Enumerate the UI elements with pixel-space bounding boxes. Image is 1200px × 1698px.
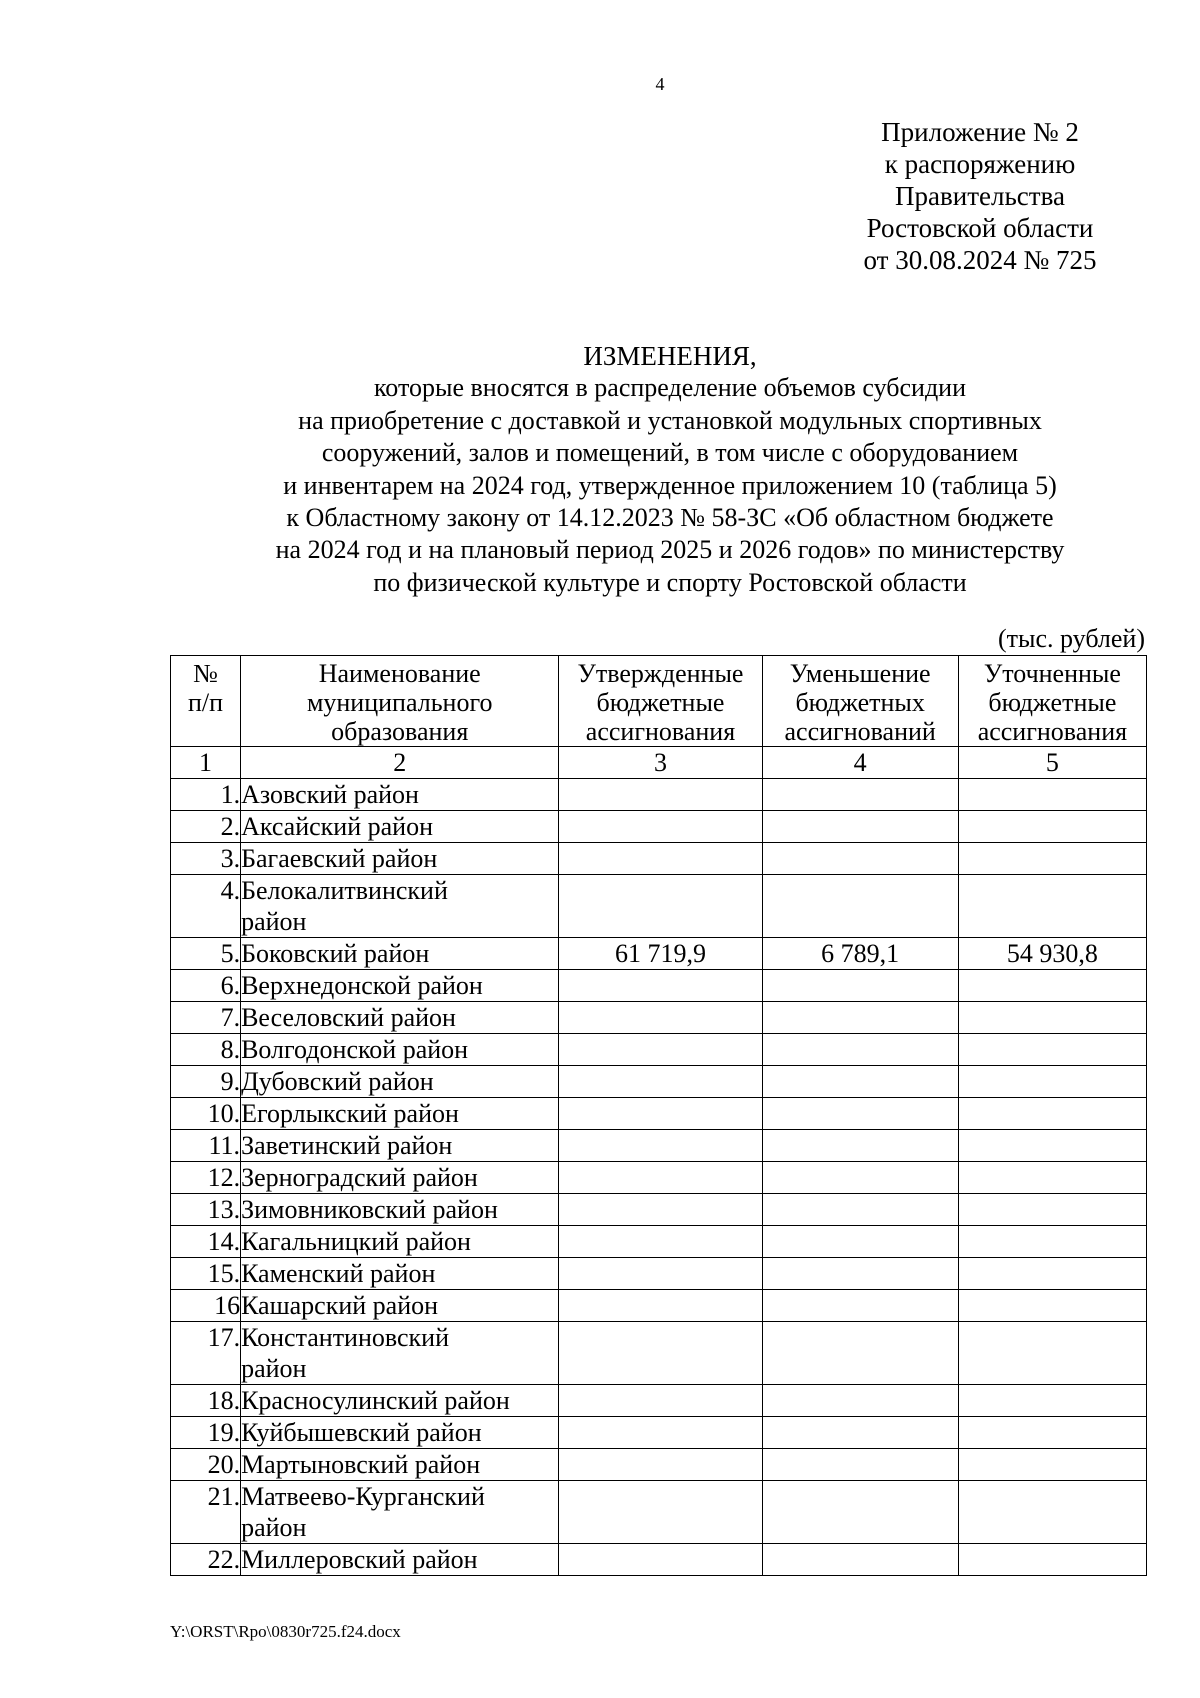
revised-amount	[958, 875, 1146, 938]
row-number: 8.	[171, 1034, 241, 1066]
document-title	[150, 340, 1190, 599]
row-number: 2.	[171, 811, 241, 843]
column-header	[559, 656, 762, 747]
municipality-name	[241, 1290, 559, 1322]
municipality-name-line: Мартыновский район	[241, 1450, 481, 1479]
file-path-footer: Y:\ORST\Rpo\0830r725.f24.docx	[170, 1622, 401, 1641]
decrease-amount	[762, 1290, 958, 1322]
table-row	[171, 1194, 1147, 1226]
municipality-name-line: Миллеровский район	[241, 1545, 478, 1574]
decrease-amount	[762, 811, 958, 843]
column-header	[762, 656, 958, 747]
revised-amount	[958, 1034, 1146, 1066]
revised-amount	[958, 1130, 1146, 1162]
municipality-name-line: Заветинский район	[241, 1131, 453, 1160]
revised-amount	[958, 779, 1146, 811]
decrease-amount	[762, 1417, 958, 1449]
column-header-line: Уточненные	[983, 659, 1121, 688]
approved-amount	[559, 1258, 762, 1290]
table-row	[171, 1449, 1147, 1481]
decrease-amount	[762, 1226, 958, 1258]
approved-amount	[559, 1002, 762, 1034]
table-body	[171, 747, 1147, 1576]
revised-amount	[958, 843, 1146, 875]
municipality-name	[241, 1066, 559, 1098]
approved-amount	[559, 1066, 762, 1098]
column-number: 5	[958, 747, 1146, 779]
appendix-line: Ростовской области	[866, 213, 1094, 243]
column-header-line: Наименование	[318, 659, 481, 688]
municipality-name-line: Красносулинский район	[241, 1386, 510, 1415]
municipality-name-line: Куйбышевский район	[241, 1418, 482, 1447]
row-number: 22.	[171, 1544, 241, 1576]
row-number: 4.	[171, 875, 241, 938]
appendix-line: к распоряжению	[884, 149, 1076, 179]
row-number: 3.	[171, 843, 241, 875]
decrease-amount	[762, 1385, 958, 1417]
municipality-name	[241, 1098, 559, 1130]
decrease-amount	[762, 970, 958, 1002]
column-header-line: ассигнований	[784, 717, 936, 746]
municipality-name	[241, 1258, 559, 1290]
municipality-name-line: Багаевский район	[241, 844, 438, 873]
page-number: 4	[655, 74, 665, 94]
column-number: 1	[171, 747, 241, 779]
table-row	[171, 1034, 1147, 1066]
appendix-line: Приложение № 2	[881, 117, 1079, 147]
table-row	[171, 1385, 1147, 1417]
row-number: 5.	[171, 938, 241, 970]
municipality-name	[241, 1162, 559, 1194]
approved-amount: 61 719,9	[559, 938, 762, 970]
row-number: 20.	[171, 1449, 241, 1481]
municipality-name-line: район	[241, 1354, 307, 1383]
municipality-name-line: Константиновский	[241, 1323, 450, 1352]
revised-amount	[958, 1417, 1146, 1449]
decrease-amount	[762, 1322, 958, 1385]
decrease-amount	[762, 779, 958, 811]
approved-amount	[559, 1290, 762, 1322]
row-number: 21.	[171, 1481, 241, 1544]
revised-amount	[958, 1226, 1146, 1258]
revised-amount	[958, 1162, 1146, 1194]
revised-amount	[958, 1481, 1146, 1544]
revised-amount	[958, 1098, 1146, 1130]
approved-amount	[559, 1226, 762, 1258]
decrease-amount	[762, 1066, 958, 1098]
approved-amount	[559, 1322, 762, 1385]
row-number: 19.	[171, 1417, 241, 1449]
municipality-name	[241, 1481, 559, 1544]
approved-amount	[559, 1098, 762, 1130]
title-line: на приобретение с доставкой и установкой модульных спортивных	[298, 405, 1042, 435]
row-number: 11.	[171, 1130, 241, 1162]
revised-amount	[958, 1258, 1146, 1290]
municipality-name	[241, 1034, 559, 1066]
municipality-name	[241, 1226, 559, 1258]
approved-amount	[559, 1417, 762, 1449]
municipality-name-line: Боковский район	[241, 939, 430, 968]
subsidy-table	[170, 655, 1147, 1576]
row-number: 13.	[171, 1194, 241, 1226]
municipality-name-line: Кагальницкий район	[241, 1227, 471, 1256]
table-row	[171, 970, 1147, 1002]
decrease-amount	[762, 1162, 958, 1194]
revised-amount	[958, 970, 1146, 1002]
municipality-name-line: Каменский район	[241, 1259, 436, 1288]
revised-amount	[958, 1194, 1146, 1226]
appendix-line: Правительства	[895, 181, 1065, 211]
table-row	[171, 875, 1147, 938]
decrease-amount	[762, 1481, 958, 1544]
appendix-line: от 30.08.2024 № 725	[863, 245, 1097, 275]
decrease-amount	[762, 843, 958, 875]
approved-amount	[559, 1385, 762, 1417]
appendix-reference	[830, 116, 1130, 276]
decrease-amount	[762, 1002, 958, 1034]
table-row	[171, 1066, 1147, 1098]
municipality-name	[241, 1002, 559, 1034]
units-label: (тыс. рублей)	[997, 624, 1145, 653]
column-number: 3	[559, 747, 762, 779]
column-header-line: бюджетные	[596, 688, 725, 717]
municipality-name	[241, 1322, 559, 1385]
table-row	[171, 811, 1147, 843]
column-header-line: п/п	[188, 688, 224, 717]
revised-amount	[958, 1290, 1146, 1322]
title-line: по физической культуре и спорту Ростовской области	[373, 567, 967, 597]
approved-amount	[559, 1449, 762, 1481]
title-heading: ИЗМЕНЕНИЯ,	[583, 341, 757, 371]
column-header-line: ассигнования	[585, 717, 736, 746]
title-line: сооружений, залов и помещений, в том числе с оборудованием	[321, 438, 1019, 468]
municipality-name-line: Дубовский район	[241, 1067, 434, 1096]
column-header-line: образования	[331, 717, 469, 746]
table-row	[171, 1098, 1147, 1130]
table-row	[171, 1417, 1147, 1449]
column-number-row	[171, 747, 1147, 779]
column-header-line: муниципального	[306, 688, 493, 717]
table-row	[171, 843, 1147, 875]
column-header-line: бюджетных	[795, 688, 925, 717]
row-number: 7.	[171, 1002, 241, 1034]
decrease-amount	[762, 1098, 958, 1130]
decrease-amount	[762, 1544, 958, 1576]
approved-amount	[559, 875, 762, 938]
municipality-name-line: Зерноградский район	[241, 1163, 478, 1192]
title-line: на 2024 год и на плановый период 2025 и 2026 годов» по министерству	[275, 535, 1065, 565]
revised-amount	[958, 1002, 1146, 1034]
revised-amount	[958, 1544, 1146, 1576]
municipality-name-line: Матвеево-Курганский	[241, 1482, 485, 1511]
municipality-name-line: Веселовский район	[241, 1003, 456, 1032]
municipality-name	[241, 938, 559, 970]
municipality-name-line: район	[241, 907, 307, 936]
municipality-name	[241, 843, 559, 875]
revised-amount	[958, 811, 1146, 843]
approved-amount	[559, 843, 762, 875]
table-row	[171, 1162, 1147, 1194]
municipality-name-line: Азовский район	[241, 780, 419, 809]
municipality-name	[241, 970, 559, 1002]
column-header-line: №	[193, 659, 218, 688]
revised-amount	[958, 1066, 1146, 1098]
table-row	[171, 779, 1147, 811]
municipality-name	[241, 1130, 559, 1162]
column-number: 2	[241, 747, 559, 779]
municipality-name	[241, 1194, 559, 1226]
header-row	[171, 656, 1147, 747]
row-number: 15.	[171, 1258, 241, 1290]
row-number: 14.	[171, 1226, 241, 1258]
municipality-name-line: Кашарский район	[241, 1291, 439, 1320]
row-number: 16	[171, 1290, 241, 1322]
approved-amount	[559, 1481, 762, 1544]
revised-amount	[958, 1385, 1146, 1417]
approved-amount	[559, 1194, 762, 1226]
decrease-amount	[762, 1130, 958, 1162]
column-header-line: бюджетные	[988, 688, 1117, 717]
column-header-line: Утвержденные	[577, 659, 744, 688]
municipality-name-line: район	[241, 1513, 307, 1542]
municipality-name-line: Аксайский район	[241, 812, 434, 841]
approved-amount	[559, 1544, 762, 1576]
row-number: 18.	[171, 1385, 241, 1417]
approved-amount	[559, 1034, 762, 1066]
revised-amount	[958, 1322, 1146, 1385]
decrease-amount: 6 789,1	[762, 938, 958, 970]
approved-amount	[559, 970, 762, 1002]
municipality-name	[241, 1385, 559, 1417]
row-number: 17.	[171, 1322, 241, 1385]
column-header-line: Уменьшение	[789, 659, 931, 688]
table-header	[171, 656, 1147, 747]
approved-amount	[559, 779, 762, 811]
approved-amount	[559, 811, 762, 843]
decrease-amount	[762, 1194, 958, 1226]
title-line: к Областному закону от 14.12.2023 № 58-ЗС «Об областном бюджете	[286, 503, 1054, 533]
title-line: которые вносятся в распределение объемов субсидии	[373, 373, 967, 403]
column-header	[958, 656, 1146, 747]
municipality-name	[241, 1417, 559, 1449]
table-row	[171, 938, 1147, 970]
municipality-name	[241, 779, 559, 811]
municipality-name	[241, 811, 559, 843]
row-number: 1.	[171, 779, 241, 811]
table-row	[171, 1130, 1147, 1162]
table-row	[171, 1226, 1147, 1258]
table-row	[171, 1002, 1147, 1034]
column-header	[171, 656, 241, 747]
decrease-amount	[762, 1449, 958, 1481]
approved-amount	[559, 1130, 762, 1162]
table-row	[171, 1258, 1147, 1290]
row-number: 12.	[171, 1162, 241, 1194]
municipality-name-line: Егорлыкский район	[241, 1099, 459, 1128]
table-row	[171, 1290, 1147, 1322]
approved-amount	[559, 1162, 762, 1194]
municipality-name	[241, 1449, 559, 1481]
municipality-name-line: Зимовниковский район	[241, 1195, 498, 1224]
row-number: 10.	[171, 1098, 241, 1130]
municipality-name	[241, 1544, 559, 1576]
column-header-line: ассигнования	[977, 717, 1128, 746]
decrease-amount	[762, 1034, 958, 1066]
revised-amount: 54 930,8	[958, 938, 1146, 970]
column-number: 4	[762, 747, 958, 779]
table-row	[171, 1322, 1147, 1385]
row-number: 9.	[171, 1066, 241, 1098]
municipality-name-line: Верхнедонской район	[241, 971, 483, 1000]
title-line: и инвентарем на 2024 год, утвержденное приложением 10 (таблица 5)	[283, 470, 1057, 500]
municipality-name-line: Белокалитвинский	[241, 876, 448, 905]
decrease-amount	[762, 875, 958, 938]
municipality-name	[241, 875, 559, 938]
decrease-amount	[762, 1258, 958, 1290]
table-row	[171, 1544, 1147, 1576]
municipality-name-line: Волгодонской район	[241, 1035, 469, 1064]
revised-amount	[958, 1449, 1146, 1481]
row-number: 6.	[171, 970, 241, 1002]
table-row	[171, 1481, 1147, 1544]
column-header	[241, 656, 559, 747]
